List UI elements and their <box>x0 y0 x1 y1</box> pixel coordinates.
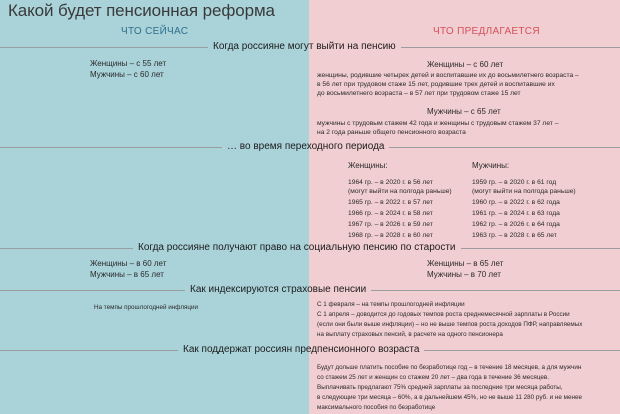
transition-women-head: Женщины: <box>348 161 388 170</box>
section-title-social: Когда россияне получают право на социальную пенсию по старости <box>133 242 461 254</box>
page-title: Какой будет пенсионная реформа <box>8 1 275 20</box>
proposed-indexation-line: (если они были выше инфляции) – но не выше темпов роста доходов ПФР, направляемых <box>317 321 583 328</box>
transition-women-row: 1968 гр. – в 2028 г. в 60 лет <box>348 232 433 239</box>
proposed-men-text-line: на 2 года раньше общего пенсионного возраста <box>317 129 466 136</box>
proposed-men-text-line: мужчины с трудовым стажем 42 года и женщины с трудовым стажем 37 лет – <box>317 120 559 127</box>
transition-men-row: 1961 гр. – в 2024 г. в 63 года <box>472 210 560 217</box>
proposed-column-header: ЧТО ПРЕДЛАГАЕТСЯ <box>433 26 540 37</box>
transition-men-row: 1963 гр. – в 2028 г. в 65 лет <box>472 232 557 239</box>
proposed-women-social: Женщины – в 65 лет <box>427 259 504 268</box>
section-title-retirement: Когда россияне могут выйти на пенсию <box>208 41 401 53</box>
current-women-retirement: Женщины – с 55 лет <box>90 59 167 68</box>
pre-pension-line: максимального пособия по безработице <box>317 404 436 411</box>
pre-pension-line: Будут дольше платить пособие по безработице год – в течение 18 месяцев, а для мужчин <box>317 364 582 371</box>
section-title-indexation: Как индексируются страховые пенсии <box>185 284 371 296</box>
transition-women-row: (могут выйти на полгода раньше) <box>348 188 452 195</box>
proposed-women-text-line: женщины, родившие четырех детей и воспитавшие их до восьмилетнего возраста – <box>317 72 579 79</box>
current-indexation: На темпы прошлогодней инфляции <box>94 304 199 311</box>
proposed-men-head: Мужчины – с 65 лет <box>427 107 501 116</box>
transition-men-row: 1960 гр. – в 2022 г. в 62 года <box>472 199 560 206</box>
proposed-women-head: Женщины – с 60 лет <box>427 60 504 69</box>
transition-women-row: 1964 гр. – в 2020 г. в 56 лет <box>348 179 433 186</box>
proposed-indexation-line: С 1 апреля – доводится до годовых темпов роста среднемесячной зарплаты в России <box>317 311 570 318</box>
current-men-retirement: Мужчины – с 60 лет <box>90 70 164 79</box>
transition-men-head: Мужчины: <box>472 161 510 170</box>
section-title-transition: … во время переходного периода <box>222 141 389 153</box>
proposed-indexation-line: на выплату страховых пенсий, в расчете на одного пенсионера <box>317 331 503 338</box>
proposed-women-text-line: до восьмилетнего возраста – в 57 лет при трудовом стаже 15 лет <box>317 90 521 97</box>
proposed-men-social: Мужчины – в 70 лет <box>427 270 501 279</box>
transition-women-row: 1966 гр. – в 2024 г. в 58 лет <box>348 210 433 217</box>
transition-men-row: 1959 гр. – в 2020 г. в 61 год <box>472 179 557 186</box>
transition-women-row: 1965 гр. – в 2022 г. в 57 лет <box>348 199 433 206</box>
pre-pension-line: Выплачивать предлагают 75% средней зарплаты за последние три месяца работы, <box>317 384 563 391</box>
current-men-social: Мужчины – в 65 лет <box>90 270 164 279</box>
proposed-women-text-line: в 56 лет при трудовом стаже 15 лет, родившие трех детей и воспитавшие их <box>317 81 555 88</box>
current-women-social: Женщины – в 60 лет <box>90 259 167 268</box>
pre-pension-line: в следующие три месяца – 60%, а в дальнейшем 45%, но не выше 11 280 руб. и не менее <box>317 394 582 401</box>
transition-men-row: (могут выйти на полгода раньше) <box>472 188 576 195</box>
current-column-header: ЧТО СЕЙЧАС <box>121 26 189 37</box>
section-title-pre-pension: Как поддержат россиян предпенсионного возраста <box>178 344 424 356</box>
pre-pension-line: со стажем 25 лет и женщин со стажем 20 лет – два года в течение 36 месяцев. <box>317 374 549 381</box>
transition-women-row: 1967 гр. – в 2026 г. в 59 лет <box>348 221 433 228</box>
proposed-indexation-line: С 1 февраля – на темпы прошлогодней инфляции <box>317 301 465 308</box>
transition-men-row: 1962 гр. – в 2026 г. в 64 года <box>472 221 560 228</box>
